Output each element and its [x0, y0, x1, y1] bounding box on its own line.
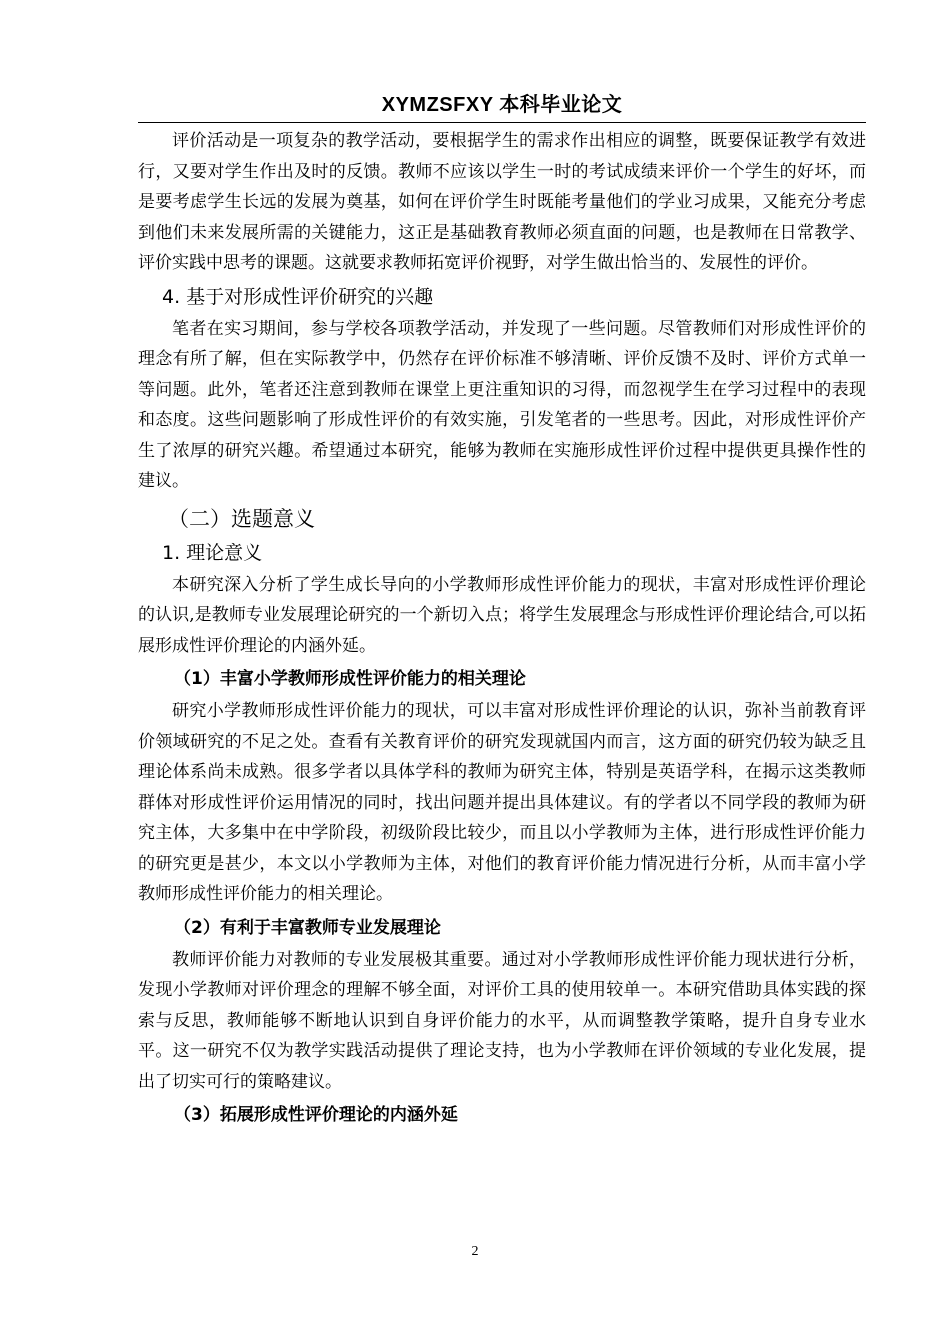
paragraph: 笔者在实习期间，参与学校各项教学活动，并发现了一些问题。尽管教师们对形成性评价的理念有所了解，但在实际教学中，仍然存在评价标准不够清晰、评价反馈不及时、评价方式单一等问题。此外，笔者还注意到教师在课堂上更注重知识的习得，而忽视学生在学习过程中的表现和态度。这些问题影响了形成性评价的有效实施，引发笔者的一些思考。因此，对形成性评价产生了浓厚的研究兴趣。希望通过本研究，能够为教师在实施形成性评价过程中提供更具操作性的建议。: [138, 318, 866, 491]
document-body: [138, 126, 866, 1132]
paragraph: 教师评价能力对教师的专业发展极其重要。通过对小学教师形成性评价能力现状进行分析，发现小学教师对评价理念的理解不够全面，对评价工具的使用较单一。本研究借助具体实践的探索与反思，教师能够不断地认识到自身评价能力的水平，从而调整教学策略，提升自身专业水平。这一研究不仅为教学实践活动提供了理论支持，也为小学教师在评价领域的专业化发展，提出了切实可行的策略建议。: [138, 949, 866, 1092]
subheading-theory: 1. 理论意义: [162, 541, 263, 564]
paragraph: 研究小学教师形成性评价能力的现状，可以丰富对形成性评价理论的认识，弥补当前教育评价领域研究的不足之处。查看有关教育评价的研究发现就国内而言，这方面的研究仍较为缺乏且理论体系尚未成熟。很多学者以具体学科的教师为研究主体，特别是英语学科，在揭示这类教师群体对形成性评价运用情况的同时，找出问题并提出具体建议。有的学者以不同学段的教师为研究主体，大多集中在中学阶段，初级阶段比较少，而且以小学教师为主体，进行形成性评价能力的研究更是甚少，本文以小学教师为主体，对他们的教育评价能力情况进行分析，从而丰富小学教师形成性评价能力的相关理论。: [138, 701, 866, 904]
section-heading: （二）选题意义: [168, 506, 315, 531]
sub-subheading-2: （2）有利于丰富教师专业发展理论: [174, 917, 441, 938]
paragraph: 评价活动是一项复杂的教学活动，要根据学生的需求作出相应的调整，既要保证教学有效进行，又要对学生作出及时的反馈。教师不应该以学生一时的考试成绩来评价一个学生的好坏，而是要考虑学生长远的发展为奠基，如何在评价学生时既能考量他们的学业习成果，又能充分考虑到他们未来发展所需的关键能力，这正是基础教育教师必须直面的问题，也是教师在日常教学、评价实践中思考的课题。这就要求教师拓宽评价视野，对学生做出恰当的、发展性的评价。: [138, 131, 866, 273]
page-header: [138, 88, 866, 123]
subheading-4: 4. 基于对形成性评价研究的兴趣: [162, 285, 434, 308]
sub-subheading-1: （1）丰富小学教师形成性评价能力的相关理论: [174, 669, 526, 689]
paragraph: 本研究深入分析了学生成长导向的小学教师形成性评价能力的现状，丰富对形成性评价理论的认识,是教师专业发展理论研究的一个新切入点；将学生发展理念与形成性评价理论结合,可以拓展形成性评价理论的内涵外延。: [138, 574, 866, 656]
page-number: 2: [471, 1244, 479, 1259]
header-title: XYMZSFXY 本科毕业论文: [381, 94, 623, 116]
sub-subheading-3: （3）拓展形成性评价理论的内涵外延: [174, 1105, 458, 1125]
